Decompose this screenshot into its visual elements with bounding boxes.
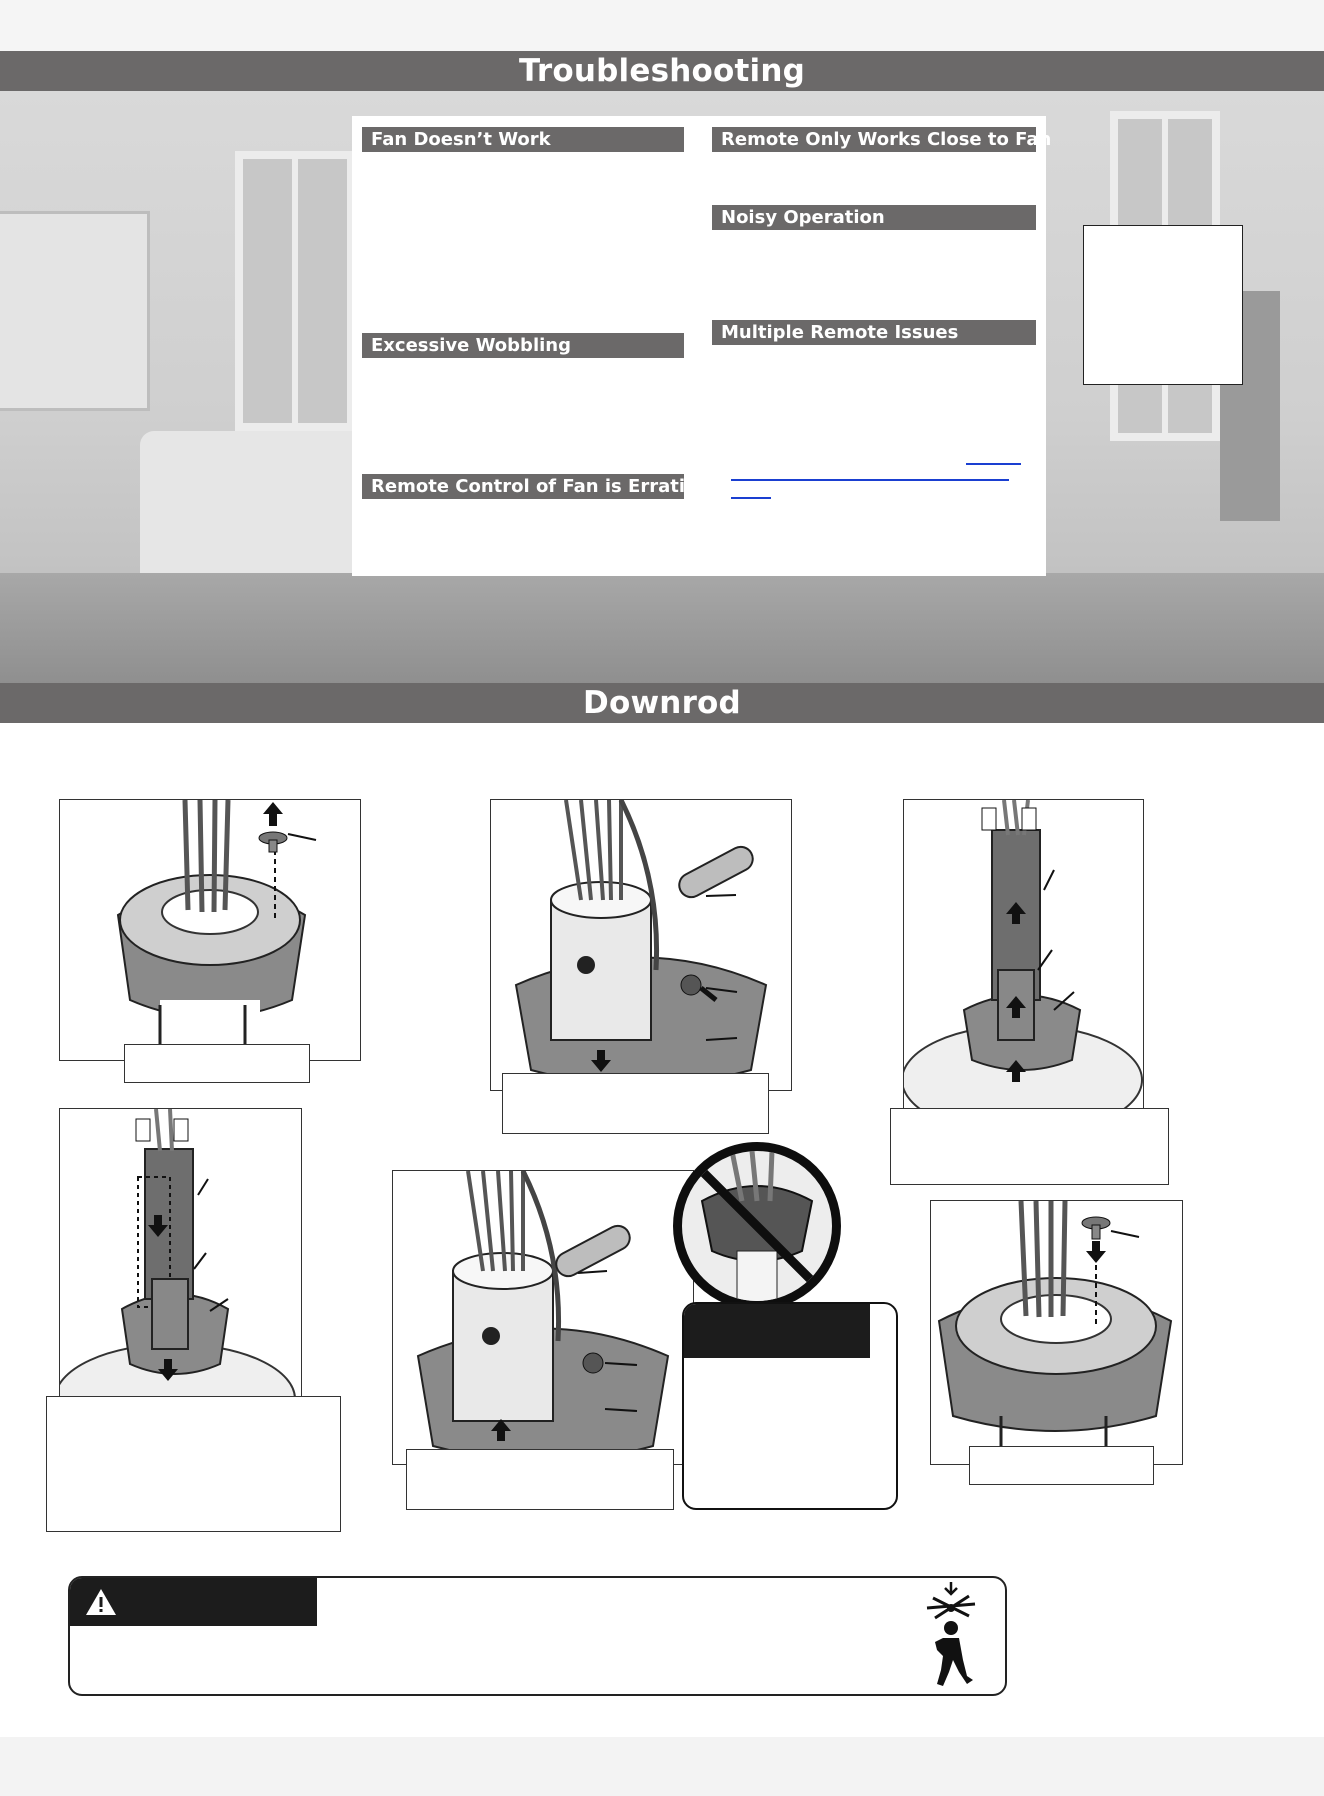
window-left xyxy=(235,151,355,431)
hyperlink-underline[interactable] xyxy=(966,463,1021,465)
figure-reinsert-pin xyxy=(392,1170,694,1465)
top-margin xyxy=(0,0,1324,51)
figure-caption-box xyxy=(890,1108,1169,1185)
header-multiple-remote: Multiple Remote Issues xyxy=(712,320,1036,345)
hyperlink-underline[interactable] xyxy=(731,497,771,499)
header-remote-close: Remote Only Works Close to Fan xyxy=(712,127,1036,152)
figure-insert-downrod xyxy=(59,1108,302,1404)
prohibited-icon xyxy=(673,1142,841,1310)
header-excessive-wobbling: Excessive Wobbling xyxy=(362,333,684,358)
downrod-title: Downrod xyxy=(583,685,741,721)
figure-remove-pin xyxy=(490,799,792,1091)
warning-box xyxy=(68,1576,1007,1696)
downrod-band xyxy=(0,683,1324,723)
figure-reinstall-screw xyxy=(930,1200,1183,1465)
figure-caption-box xyxy=(124,1044,310,1083)
wall-art xyxy=(0,211,150,411)
footer xyxy=(0,1737,1324,1796)
header-fan-doesnt-work: Fan Doesn’t Work xyxy=(362,127,684,152)
figure-caption-box xyxy=(46,1396,341,1532)
note-box xyxy=(682,1302,898,1510)
header-noisy-operation: Noisy Operation xyxy=(712,205,1036,230)
figure-caption-box xyxy=(969,1446,1154,1485)
side-note-box xyxy=(1083,225,1243,385)
figure-caption-box xyxy=(406,1449,674,1510)
hyperlink-underline[interactable] xyxy=(731,479,1009,481)
troubleshooting-band xyxy=(0,51,1324,91)
troubleshooting-panel xyxy=(352,116,1052,576)
falling-fan-hazard-icon xyxy=(923,1580,979,1692)
header-remote-erratic: Remote Control of Fan is Erratic xyxy=(362,474,684,499)
figure-remove-screw xyxy=(59,799,361,1061)
figure-caption-box xyxy=(502,1073,769,1134)
troubleshooting-title: Troubleshooting xyxy=(518,53,806,89)
floor xyxy=(0,573,1324,683)
warning-triangle-icon xyxy=(84,1587,118,1617)
note-header xyxy=(684,1304,870,1358)
figure-lift-downrod xyxy=(903,799,1144,1111)
